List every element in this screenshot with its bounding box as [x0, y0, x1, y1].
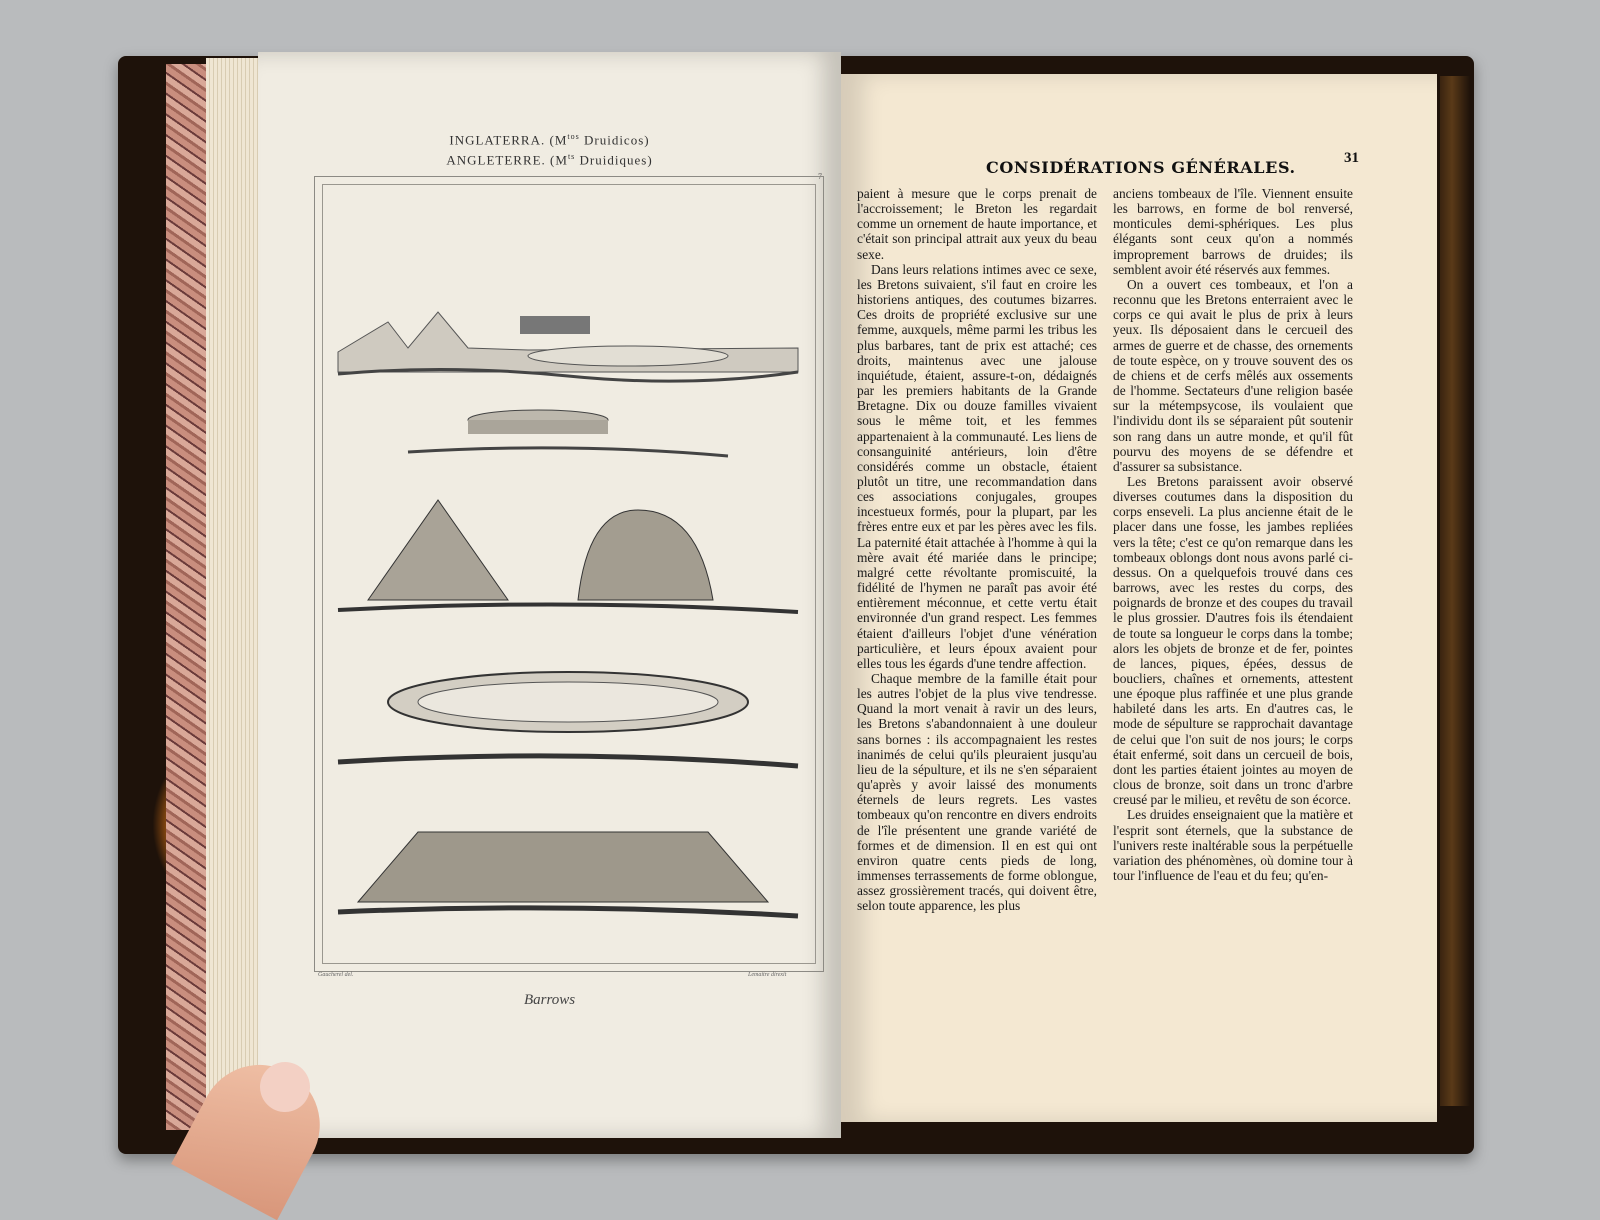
plate-title-french: [258, 152, 841, 168]
page-number: 31: [1344, 150, 1359, 166]
title-fr-text: ANGLETERRE. (M: [446, 152, 568, 168]
running-head: CONSIDÉRATIONS GÉNÉRALES.: [986, 158, 1296, 177]
engraving-disc-barrow: [328, 392, 808, 482]
paragraph: Dans leurs relations intimes avec ce sexe, les Bretons suivaient, s'il faut en croire les historiens antiques, des coutumes bizarres. Ces droits de propriété exclusive sur une femme, auxquels, même parmi les tribus les plus barbares, tant de prix est attaché; ces droits, maintenus avec une jalouse inquiétude, étaient, assure-t-on, dédaignés par les premiers habitants de la Grande Bretagne. Dix ou douze familles vivaient sous le même toit, et les femmes appartenaient à la communauté. Les liens de consanguinité antérieurs, loin d'être considérés comme un obstacle, étaient plutôt un titre, une recommandation dans ces associations conjugales, groupes incestueux formés, pour la plupart, par les frères entre eux et par les pères avec les fils. La paternité était attachée à l'homme à qui la mère avait été mariée dans le principe; malgré cette révoltante promiscuité, la fidélité de l'hymen ne paraît pas avoir été entièrement méconnue, et cette vertu était environnée d'un grand respect. Les femmes étaient d'ailleurs l'objet d'une vénération particulière, et leurs époux avaient pour elles tous les égards d'une tendre affection.: [857, 261, 1097, 671]
engraving-long-barrow: [328, 812, 808, 952]
paragraph: Les druides enseignaient que la matière et l'esprit sont éternels, que la substance de l'univers reste inaltérable sous la perpétuelle variation des phénomènes, où domine tour à tour l'influence de l'eau et du feu; qu'en-: [1113, 807, 1353, 884]
plate-caption: Barrows: [523, 992, 576, 1008]
book-cover-edge: [1440, 76, 1470, 1106]
paragraph: Chaque membre de la famille était pour les autres l'objet de la plus vive tendresse. Quand la mort venait à ravir un des leurs, les Bretons s'abandonnaient à une douleur sans bornes : ils accompagnaient les restes inanimés de celui qu'ils pleuraient jusqu'au lieu de la sépulture, et ils ne s'en séparaient qu'après y avoir laissé des monuments éternels de leurs regrets. Les vastes tombeaux qu'on rencontre en divers endroits de l'île présentent une grande variété de formes et de dimension. Il en est qui ont environ quatre cents pieds de long, immenses terrassements de forme oblongue, assez grossièrement tracés, qui doivent être, selon toute apparence, les plus: [857, 671, 1097, 914]
paragraph: Les Bretons paraissent avoir observé diverses coutumes dans la disposition du corps enseveli. La plus ancienne était de le placer dans une fosse, les jambes repliées vers la tête; c'est ce qu'on remarque dans les tombeaux oblongs dont nous avons parlé ci-dessus. On a quelquefois trouvé dans ces barrows, avec les restes du corps, des poignards de bronze et des coupes du travail le plus grossier. D'autres fois ils étendaient de toute sa longueur le corps dans la tombe; alors les objets de bronze et de fer, pointes de lances, piques, épées, dessus de boucliers, chaînes et ornements, attestent une époque plus raffinée et une plus grande habileté dans les arts. En d'autres cas, le mode de sépulture se rapprochait davantage de celui que l'on suit de nos jours; le corps était enfermé, soit dans un cercueil de bois, dont les parties étaient jointes au moyen de clous de bronze, soit dans un tronc d'arbre creusé par le milieu, et revêtu de son écorce.: [1113, 473, 1353, 808]
drawer-credit: Gaucherel del.: [318, 972, 354, 978]
engraver-credit: Lemaitre direxit: [748, 972, 787, 978]
plate-title-spanish: [258, 132, 841, 148]
left-page-plate: [258, 52, 841, 1138]
page-edges: [206, 58, 262, 1128]
title-fr-sup: ts: [567, 152, 576, 161]
title-es-sup: tos: [567, 132, 580, 141]
plate-number: 7: [818, 172, 822, 181]
engraving-stone-circle: [328, 252, 808, 392]
paragraph: paient à mesure que le corps prenait de l'accroissement; le Breton les regardait comme un ornement de haute importance, et c'était son principal attrait aux yeux du beau sexe.: [857, 186, 1097, 262]
right-page-text: [841, 74, 1437, 1122]
title-fr-end: Druidiques): [575, 152, 653, 168]
engraving-ring-barrow: [328, 662, 808, 802]
paragraph: anciens tombeaux de l'île. Viennent ensuite les barrows, en forme de bol renversé, monticules demi-sphériques. Les plus élégants sont ceux qu'on a nommés improprement barrows de druides; ils semblent avoir été réservés aux femmes.: [1113, 186, 1353, 277]
text-column-left: [857, 186, 1097, 914]
title-es-text: INGLATERRA. (M: [449, 132, 568, 148]
text-column-right: [1113, 186, 1353, 883]
marbled-endpaper: [166, 64, 210, 1130]
title-es-end: Druidicos): [579, 132, 650, 148]
engraving-bowl-barrows: [328, 490, 808, 640]
paragraph: On a ouvert ces tombeaux, et l'on a reconnu que les Bretons enterraient avec le corps ce qui avait le plus de prix à leurs yeux. Ils déposaient dans le cercueil des armes de guerre et de chasse, des ornements de toute espèce, on y trouve souvent des os de chiens et de cerfs mêlés aux ossements de l'homme. Sectateurs d'une religion basée sur la métempsycose, ils voulaient que l'individu dont ils se séparaient pût soutenir son rang dans un autre monde, et qu'il fût pourvu des moyens de se défendre et d'assurer sa subsistance.: [1113, 276, 1353, 474]
